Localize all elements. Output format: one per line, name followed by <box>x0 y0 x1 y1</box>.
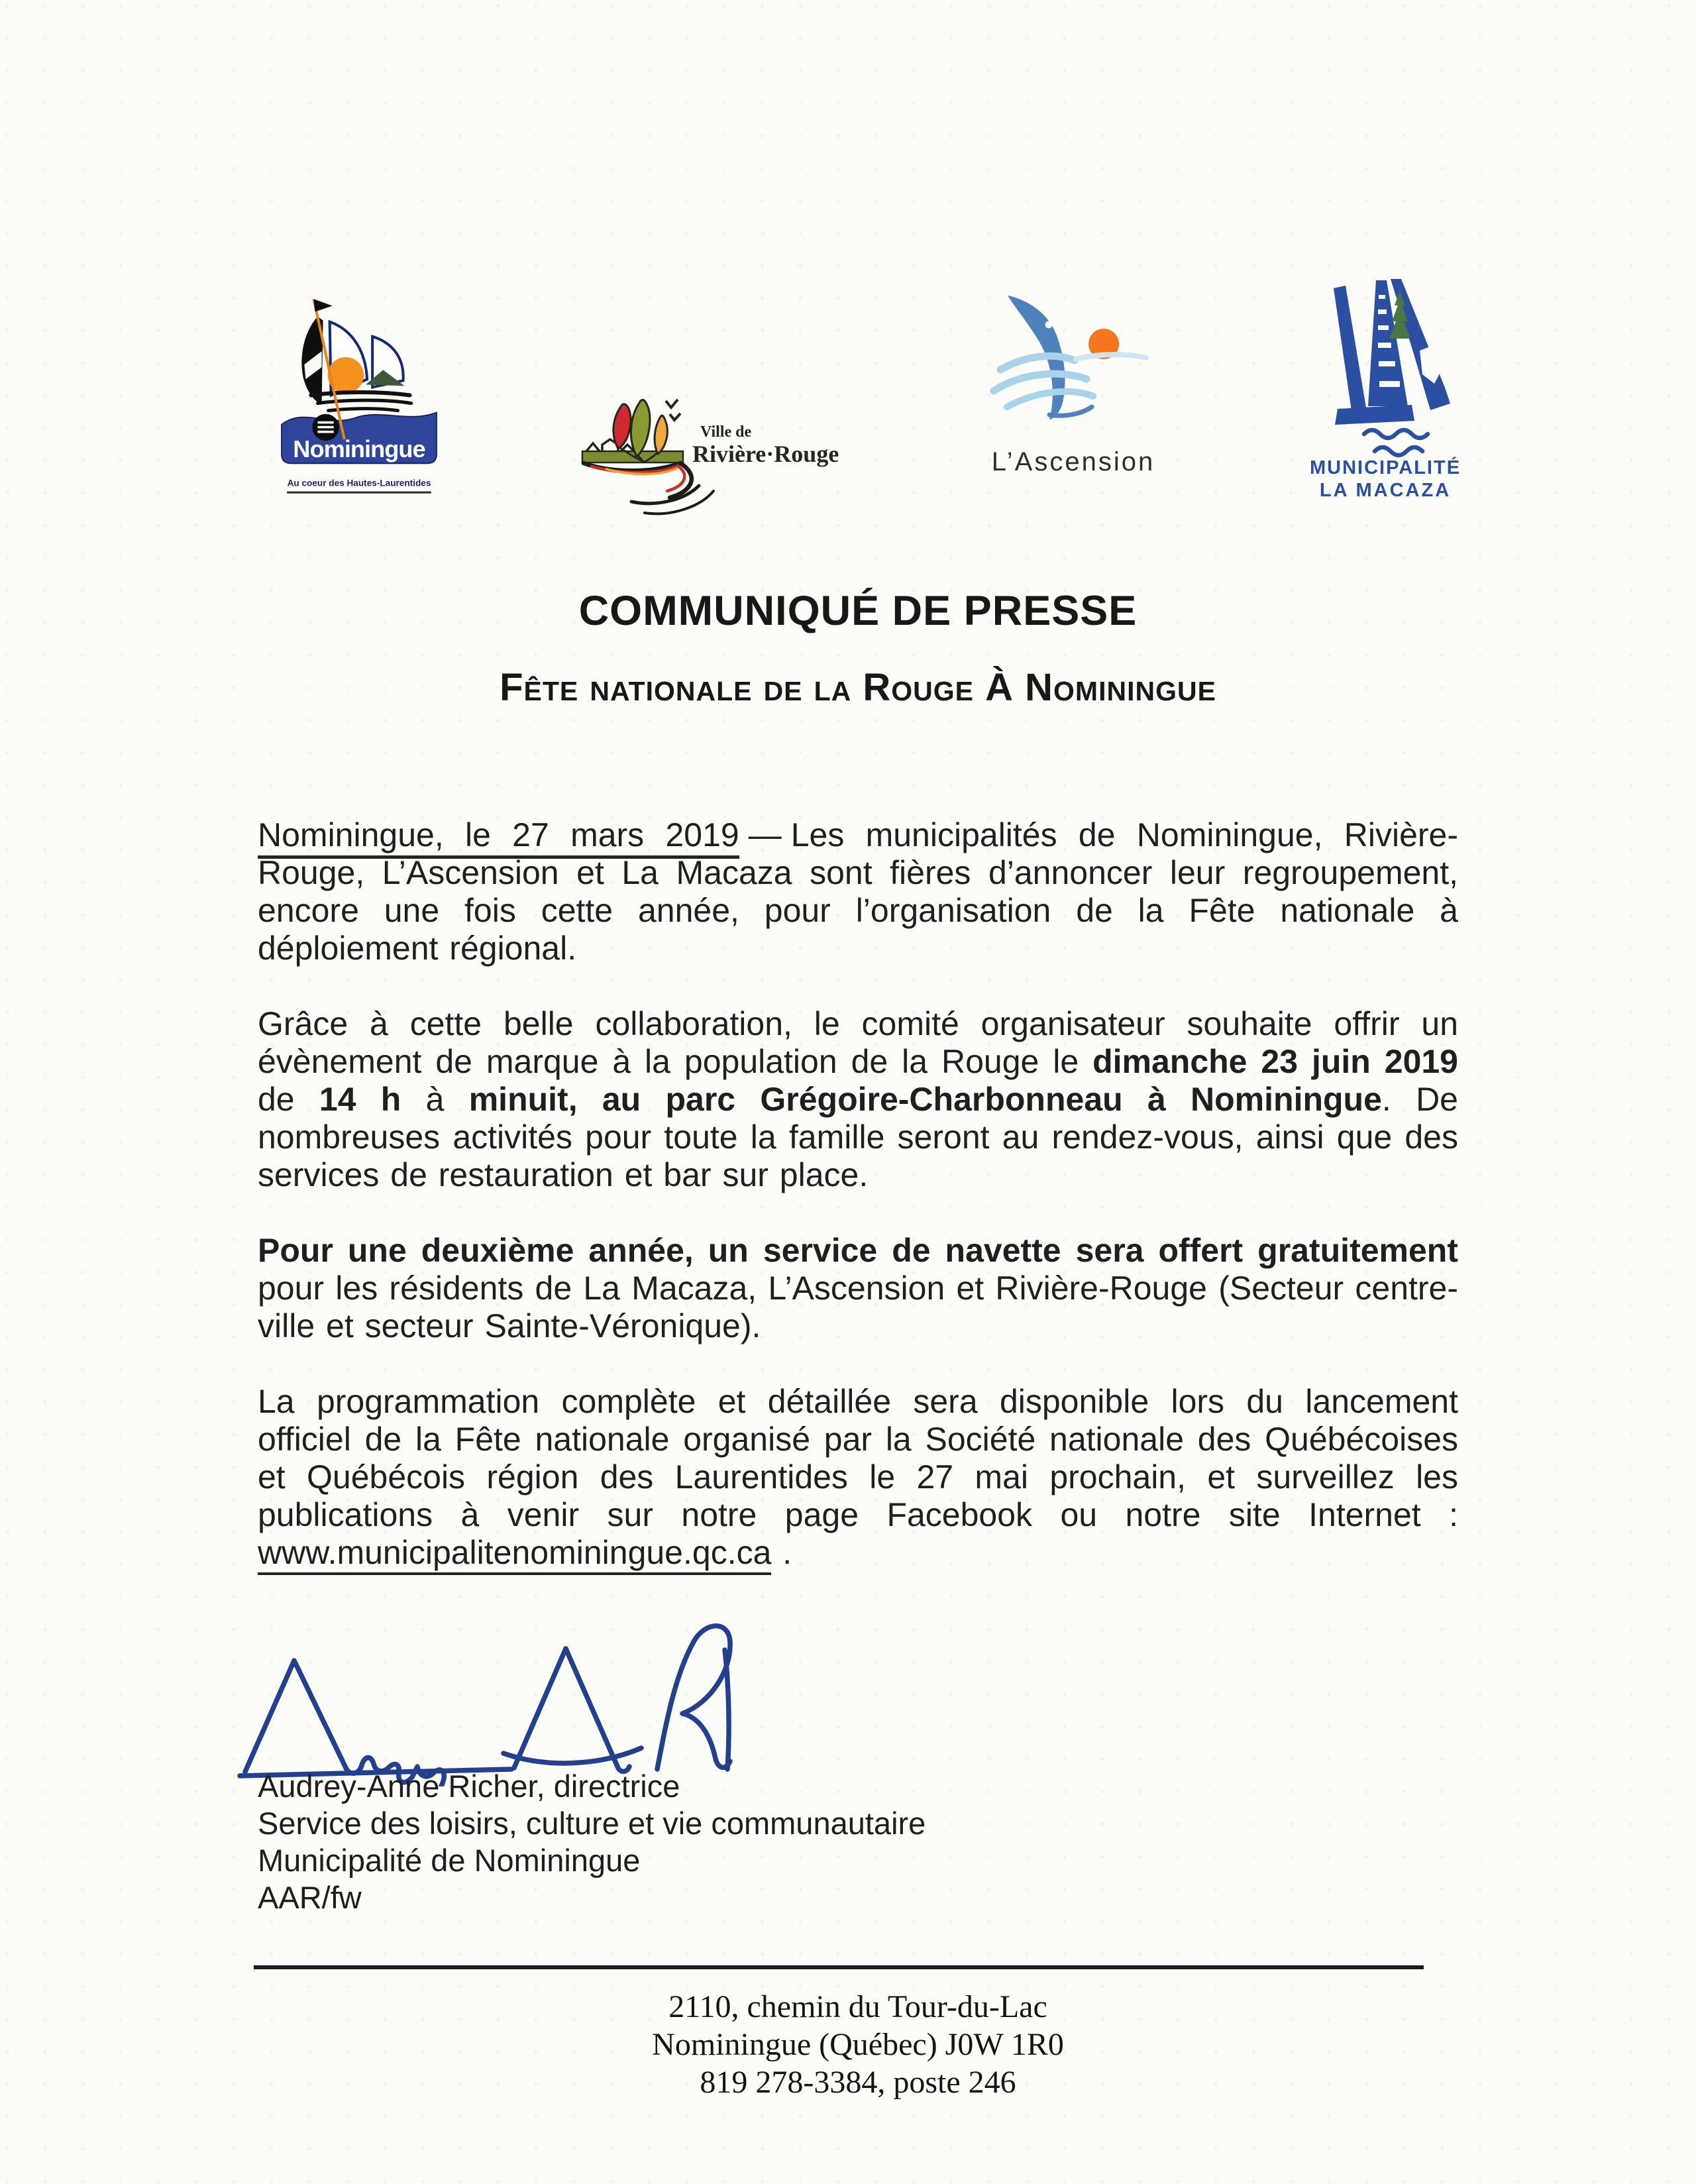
road-monogram-graphic <box>1300 274 1470 500</box>
website-link[interactable]: www.municipalitenominingue.qc.ca <box>258 1534 771 1575</box>
event-date-bold: dimanche 23 juin 2019 <box>1092 1043 1458 1080</box>
title-block <box>258 587 1458 710</box>
page-subtitle: Fête nationale de la Rouge À Nominingue <box>500 666 1216 709</box>
riviere-logo-name: Rivière·Rouge <box>692 441 839 467</box>
footer-block <box>258 1988 1458 2101</box>
wave-icon <box>1375 447 1422 455</box>
event-place-bold: minuit, au parc Grégoire-Charbonneau à Nominingue <box>468 1081 1382 1118</box>
shuttle-bold: Pour une deuxième année, un service de navette sera offert gratuitement <box>258 1232 1458 1269</box>
signoff-block <box>258 1768 1185 1916</box>
macaza-logo-line1: MUNICIPALITÉ <box>1309 457 1461 478</box>
ascension-logo <box>986 290 1166 484</box>
paragraph-program <box>258 1383 1458 1572</box>
paragraph-dateline <box>258 816 1458 967</box>
paragraph-1-text: Les municipalités de Nominingue, Rivière-Rouge, L’Ascension et La Macaza sont fières d’annoncer leur regroupement, encore une fois cette année, pour l’organisation de la Fête nationale à déploiement régional. <box>258 816 1459 967</box>
nominingue-logo <box>274 294 445 498</box>
green-leaf-icon <box>631 400 650 457</box>
paragraph-event <box>258 1005 1458 1194</box>
em-dash: — <box>748 816 782 853</box>
loon-logo-graphic <box>986 290 1166 484</box>
pennant-icon <box>313 299 332 311</box>
birds-icon <box>666 400 680 420</box>
ascension-logo-name: L’Ascension <box>991 447 1155 476</box>
handwritten-signature <box>233 1602 743 1786</box>
dateline: Nominingue, le 27 mars 2019 <box>258 816 739 859</box>
paragraph-4-text: La programmation complète et détaillée sera disponible lors du lancement officiel de la Fête nationale organisé par la Société nationale des Québécoises et Québécois région des Laurentides le 27 mai prochain, et surveillez les publications à venir sur notre page Facebook ou notre site Internet : <box>258 1383 1458 1533</box>
footer-rule <box>254 1965 1424 1969</box>
riviere-rouge-logo <box>580 393 853 533</box>
signatory-dept: Service des loisirs, culture et vie communautaire <box>258 1806 926 1841</box>
page-title: COMMUNIQUÉ DE PRESSE <box>578 588 1138 634</box>
orange-leaf-icon <box>655 415 667 454</box>
sailboat-logo-graphic <box>274 294 445 498</box>
body-text <box>258 816 1458 1572</box>
event-time-bold: 14 h <box>319 1081 401 1118</box>
paragraph-2-text: à <box>401 1081 469 1118</box>
la-macaza-logo <box>1300 274 1470 500</box>
riviere-logo-prefix: Ville de <box>700 423 752 441</box>
bird-eye <box>1045 321 1053 329</box>
footer-phone: 819 278-3384, poste 246 <box>700 2065 1016 2100</box>
typist-initials: AAR/fw <box>258 1880 362 1915</box>
paragraph-2-text: . De nombreuses activités pour toute la famille seront au rendez-vous, ainsi que des services de restauration et bar sur place. <box>258 1081 1458 1193</box>
macaza-logo-line2: LA MACAZA <box>1319 480 1452 500</box>
paragraph-2-text: de <box>258 1081 319 1118</box>
footer-address-line1: 2110, chemin du Tour-du-Lac <box>668 1989 1047 2024</box>
signatory-org: Municipalité de Nominingue <box>258 1843 641 1878</box>
leaves-logo-graphic <box>580 393 853 533</box>
nominingue-logo-name: Nominingue <box>293 435 425 463</box>
paragraph-2-text: Grâce à cette belle collaboration, le comité organisateur souhaite offrir un évènement de marque à la population de la Rouge le <box>258 1005 1458 1080</box>
nominingue-logo-tagline: Au coeur des Hautes-Laurentides <box>287 478 431 488</box>
red-leaf-icon <box>613 404 631 449</box>
signatory-name: Audrey-Anne Richer, directrice <box>258 1769 680 1804</box>
paragraph-3-text: pour les résidents de La Macaza, L’Ascension et Rivière-Rouge (Secteur centre-ville et secteur Sainte-Véronique). <box>258 1270 1458 1344</box>
paragraph-4-text: . <box>771 1534 792 1571</box>
footer-address-line2: Nominingue (Québec) J0W 1R0 <box>652 2027 1064 2062</box>
wave-icon <box>1364 430 1428 438</box>
paragraph-shuttle <box>258 1232 1458 1345</box>
village-icon <box>586 439 634 451</box>
